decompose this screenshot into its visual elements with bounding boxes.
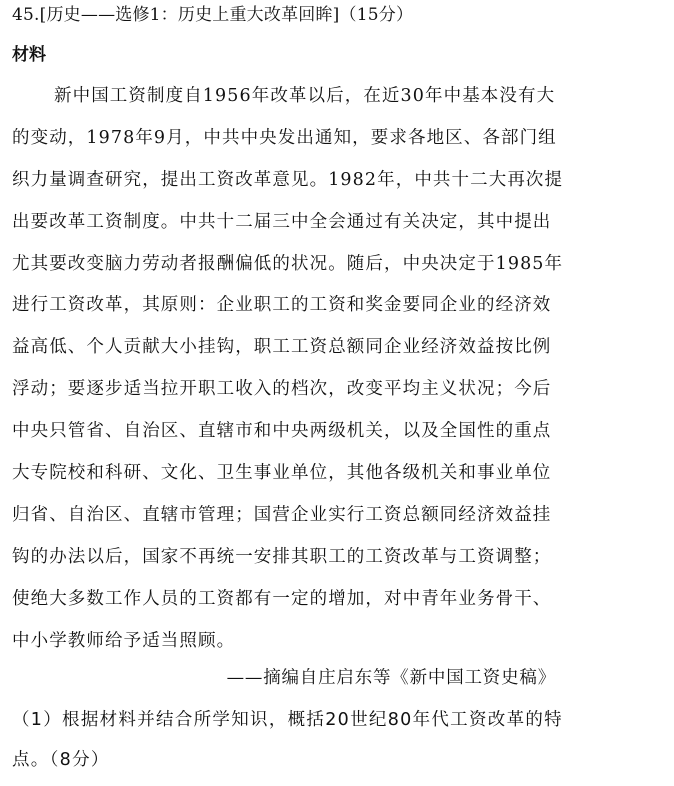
sub-question-line: （1）根据材料并结合所学知识，概括20世纪80年代工资改革的特 [12,710,563,730]
passage-line: 中小学教师给予适当照顾。 [12,630,236,651]
passage-line: 织力量调查研究，提出工资改革意见。1982年，中共十二大再次提 [12,169,564,190]
passage-line: 归省、自治区、直辖市管理；国营企业实行工资总额同经济效益挂 [12,504,552,525]
sub-question-line: 点。（8分） [12,750,110,770]
question-header: 45.[历史——选修1：历史上重大改革回眸]（15分） [12,5,414,25]
passage-line: 出要改革工资制度。中共十二届三中全会通过有关决定，其中提出 [12,211,552,232]
passage-line: 的变动，1978年9月，中共中央发出通知，要求各地区、各部门组 [12,127,557,148]
passage-line: 尤其要改变脑力劳动者报酬偏低的状况。随后，中央决定于1985年 [12,253,564,274]
passage-line: 新中国工资制度自1956年改革以后，在近30年中基本没有大 [54,86,556,106]
passage-line: 浮动；要逐步适当拉开职工收入的档次，改变平均主义状况；今后 [12,379,552,400]
passage-line: 益高低、个人贡献大小挂钩，职工工资总额同企业经济效益按比例 [12,337,552,358]
material-passage [12,82,572,668]
source-citation: ——摘编自庄启东等《新中国工资史稿》 [226,668,556,688]
passage-line: 中央只管省、自治区、直辖市和中央两级机关，以及全国性的重点 [12,421,552,442]
sub-question [12,706,572,786]
passage-line: 大专院校和科研、文化、卫生事业单位，其他各级机关和事业单位 [12,463,552,484]
material-label: 材料 [12,45,46,65]
passage-line: 进行工资改革，其原则：企业职工的工资和奖金要同企业的经济效 [12,295,552,316]
passage-line: 钩的办法以后，国家不再统一安排其职工的工资改革与工资调整； [12,546,552,567]
passage-line: 使绝大多数工作人员的工资都有一定的增加，对中青年业务骨干、 [12,588,552,609]
